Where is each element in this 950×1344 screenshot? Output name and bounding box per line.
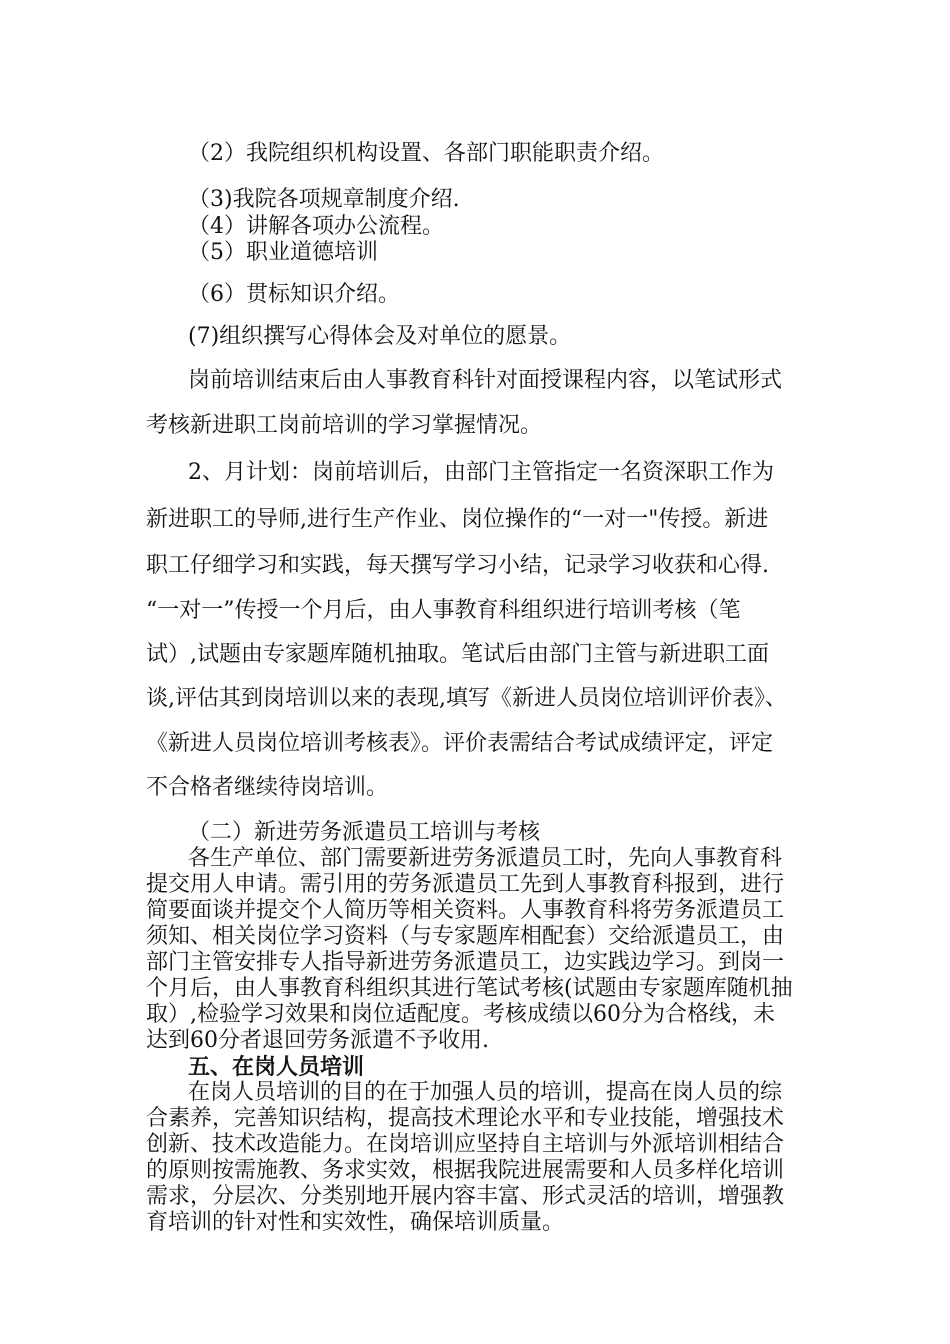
paragraph-line: 《新进人员岗位培训考核表》。评价表需结合考试成绩评定，评定	[146, 731, 774, 756]
paragraph-line: 提交用人申请。需引用的劳务派遣员工先到人事教育科报到，进行	[146, 872, 785, 897]
list-item: （2）我院组织机构设置、各部门职能职责介绍。	[188, 141, 664, 166]
list-item: (7)组织撰写心得体会及对单位的愿景。	[188, 324, 572, 349]
list-item: （5）职业道德培训	[188, 240, 378, 265]
list-item: （3)我院各项规章制度介绍.	[188, 187, 460, 212]
paragraph-line: 各生产单位、部门需要新进劳务派遣员工时，先向人事教育科	[188, 846, 783, 871]
paragraph-line: 个月后，由人事教育科组织其进行笔试考核(试题由专家题库随机抽	[146, 976, 793, 1001]
paragraph-line: 的原则按需施教、务求实效，根据我院进展需要和人员多样化培训	[146, 1158, 785, 1183]
paragraph-line: 谈,评估其到岗培训以来的表现,填写《新进人员岗位培训评价表》、	[146, 686, 787, 711]
paragraph-line: 在岗人员培训的目的在于加强人员的培训，提高在岗人员的综	[188, 1080, 783, 1105]
paragraph-line: 部门主管安排专人指导新进劳务派遣员工，边实践边学习。到岗一	[146, 950, 785, 975]
list-item: （6）贯标知识介绍。	[188, 282, 400, 307]
section-heading: 五、在岗人员培训	[188, 1054, 365, 1080]
section-heading: （二）新进劳务派遣员工培训与考核	[188, 820, 541, 845]
paragraph-line: 育培训的针对性和实效性，确保培训质量。	[146, 1210, 565, 1235]
paragraph-line: 试）,试题由专家题库随机抽取。笔试后由部门主管与新进职工面	[146, 642, 769, 667]
paragraph-line: 新进职工的导师,进行生产作业、岗位操作的“一对一"传授。新进	[146, 507, 769, 532]
list-item: （4）讲解各项办公流程。	[188, 214, 444, 239]
paragraph-line: 须知、相关岗位学习资料（与专家题库相配套）交给派遣员工，由	[146, 924, 785, 949]
paragraph-line: “一对一”传授一个月后，由人事教育科组织进行培训考核（笔	[146, 598, 741, 623]
paragraph-line: 考核新进职工岗前培训的学习掌握情况。	[146, 413, 543, 438]
paragraph-line: 2、月计划：岗前培训后，由部门主管指定一名资深职工作为	[188, 460, 774, 485]
paragraph-line: 创新、技术改造能力。在岗培训应坚持自主培训与外派培训相结合	[146, 1132, 785, 1157]
paragraph-line: 岗前培训结束后由人事教育科针对面授课程内容，以笔试形式	[188, 368, 783, 393]
paragraph-line: 达到60分者退回劳务派遣不予收用.	[146, 1028, 489, 1053]
paragraph-line: 合素养，完善知识结构，提高技术理论水平和专业技能，增强技术	[146, 1106, 785, 1131]
paragraph-line: 需求，分层次、分类别地开展内容丰富、形式灵活的培训，增强教	[146, 1184, 785, 1209]
paragraph-line: 取）,检验学习效果和岗位适配度。考核成绩以60分为合格线，未	[146, 1002, 775, 1027]
paragraph-line: 简要面谈并提交个人简历等相关资料。人事教育科将劳务派遣员工	[146, 898, 785, 923]
paragraph-line: 职工仔细学习和实践，每天撰写学习小结，记录学习收获和心得.	[146, 553, 769, 578]
paragraph-line: 不合格者继续待岗培训。	[146, 775, 389, 800]
